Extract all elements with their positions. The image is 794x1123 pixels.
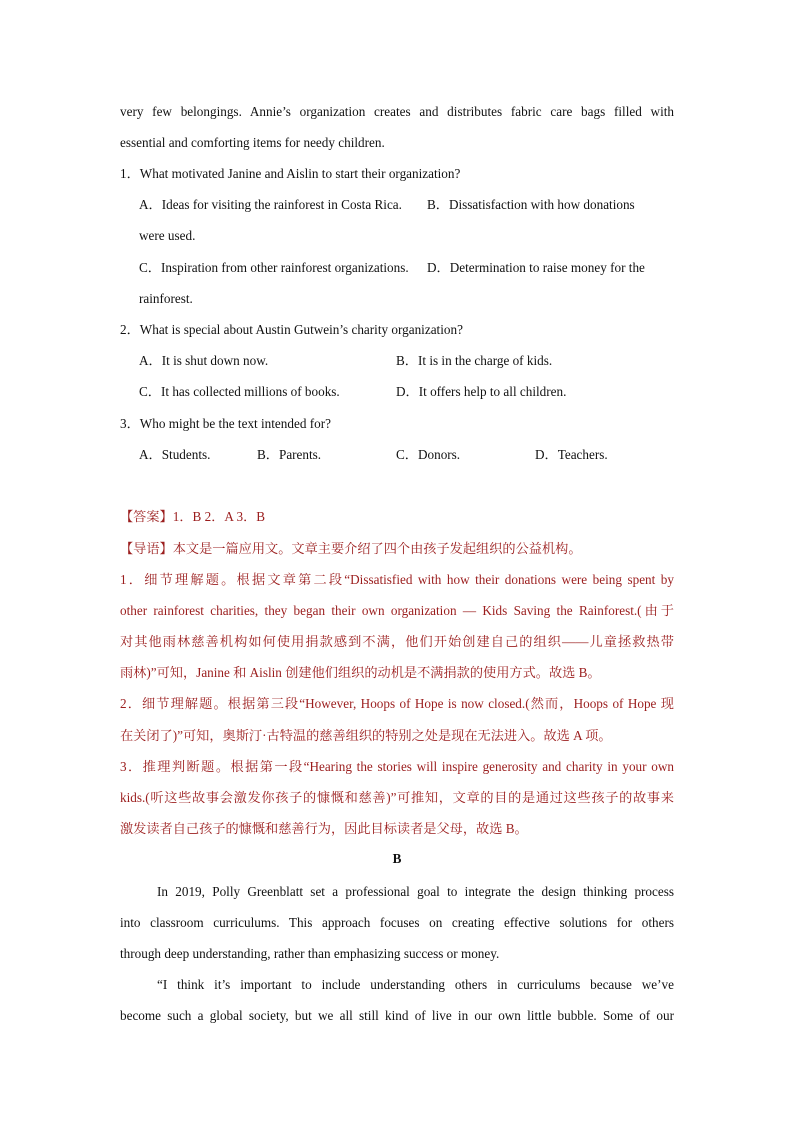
question-3-stem: 3．Who might be the text intended for? <box>120 416 331 431</box>
answer-line <box>120 508 674 526</box>
explanation-line: 在关闭了)”可知，奥斯汀·古特温的慈善组织的特别之处是现在无法进入。故选 A 项。 <box>120 728 612 743</box>
explanation-line: kids.(听这些故事会激发你孩子的慷慨和慈善)”可推知，文章的目的是通过这些孩子的故事来 <box>120 790 674 805</box>
explanation-line: 3．推理判断题。根据第一段“Hearing the stories will inspire generosity and charity in your own <box>120 759 674 774</box>
question-1-stem: 1．What motivated Janine and Aislin to start their organization? <box>120 166 461 181</box>
passage-b-line: “I think it’s important to include understanding others in curriculums because we’ve <box>157 977 674 992</box>
explanation-line: 雨林)”可知，Janine 和 Aislin 创建他们组织的动机是不满捐款的使用方式。故选 B。 <box>120 665 601 680</box>
q2-option-b: B．It is in the charge of kids. <box>396 353 553 368</box>
explanation-line: 2．细节理解题。根据第三段“However, Hoops of Hope is now closed.(然而，Hoops of Hope 现 <box>120 696 674 711</box>
q2-option-d: D．It offers help to all children. <box>396 384 567 399</box>
answer-text: 1．B 2．A 3．B <box>172 509 266 524</box>
q2-option-c: C．It has collected millions of books. <box>139 384 340 399</box>
q3-option-d: D．Teachers. <box>535 447 608 462</box>
passage-b-line: through deep understanding, rather than emphasizing success or money. <box>120 946 500 961</box>
guide-line <box>120 540 674 558</box>
section-heading: B <box>392 851 402 866</box>
answer-label: 【答案】 <box>120 509 173 524</box>
question-2-stem: 2．What is special about Austin Gutwein’s charity organization? <box>120 322 463 337</box>
q1-option-b: B．Dissatisfaction with how donations <box>427 197 635 212</box>
q2-option-a: A．It is shut down now. <box>139 353 269 368</box>
passage-b-line: become such a global society, but we all still kind of live in our own little bubble. Some of our <box>120 1008 674 1023</box>
explanation-line: 激发读者自己孩子的慷慨和慈善行为，因此目标读者是父母，故选 B。 <box>120 821 528 836</box>
q1-option-c: C．Inspiration from other rainforest organizations. <box>139 260 409 275</box>
q3-option-c: C．Donors. <box>396 447 461 462</box>
explanation-line: other rainforest charities, they began their own organization — Kids Saving the Rainforest.(由于 <box>120 603 674 618</box>
q3-option-a: A．Students. <box>139 447 211 462</box>
passage-b-line: into classroom curriculums. This approach focuses on creating effective solutions for others <box>120 915 674 930</box>
passage-b-line: In 2019, Polly Greenblatt set a professional goal to integrate the design thinking process <box>157 884 674 899</box>
explanation-line: 1．细节理解题。根据文章第二段“Dissatisfied with how their donations were being spent by <box>120 572 674 587</box>
q1-option-d-cont: rainforest. <box>139 291 193 306</box>
q1-option-d: D．Determination to raise money for the <box>427 260 645 275</box>
passage-a-line: essential and comforting items for needy children. <box>120 135 385 150</box>
q1-option-a: A．Ideas for visiting the rainforest in Costa Rica. <box>139 197 402 212</box>
passage-a-line: very few belongings. Annie’s organization creates and distributes fabric care bags filled with <box>120 104 674 119</box>
q3-option-b: B．Parents. <box>257 447 322 462</box>
q1-option-b-cont: were used. <box>139 228 196 243</box>
guide-text: 本文是一篇应用文。文章主要介绍了四个由孩子发起组织的公益机构。 <box>172 541 582 556</box>
guide-label: 【导语】 <box>120 541 173 556</box>
explanation-line: 对其他雨林慈善机构如何使用捐款感到不满，他们开始创建自己的组织——儿童拯救热带 <box>120 634 674 649</box>
